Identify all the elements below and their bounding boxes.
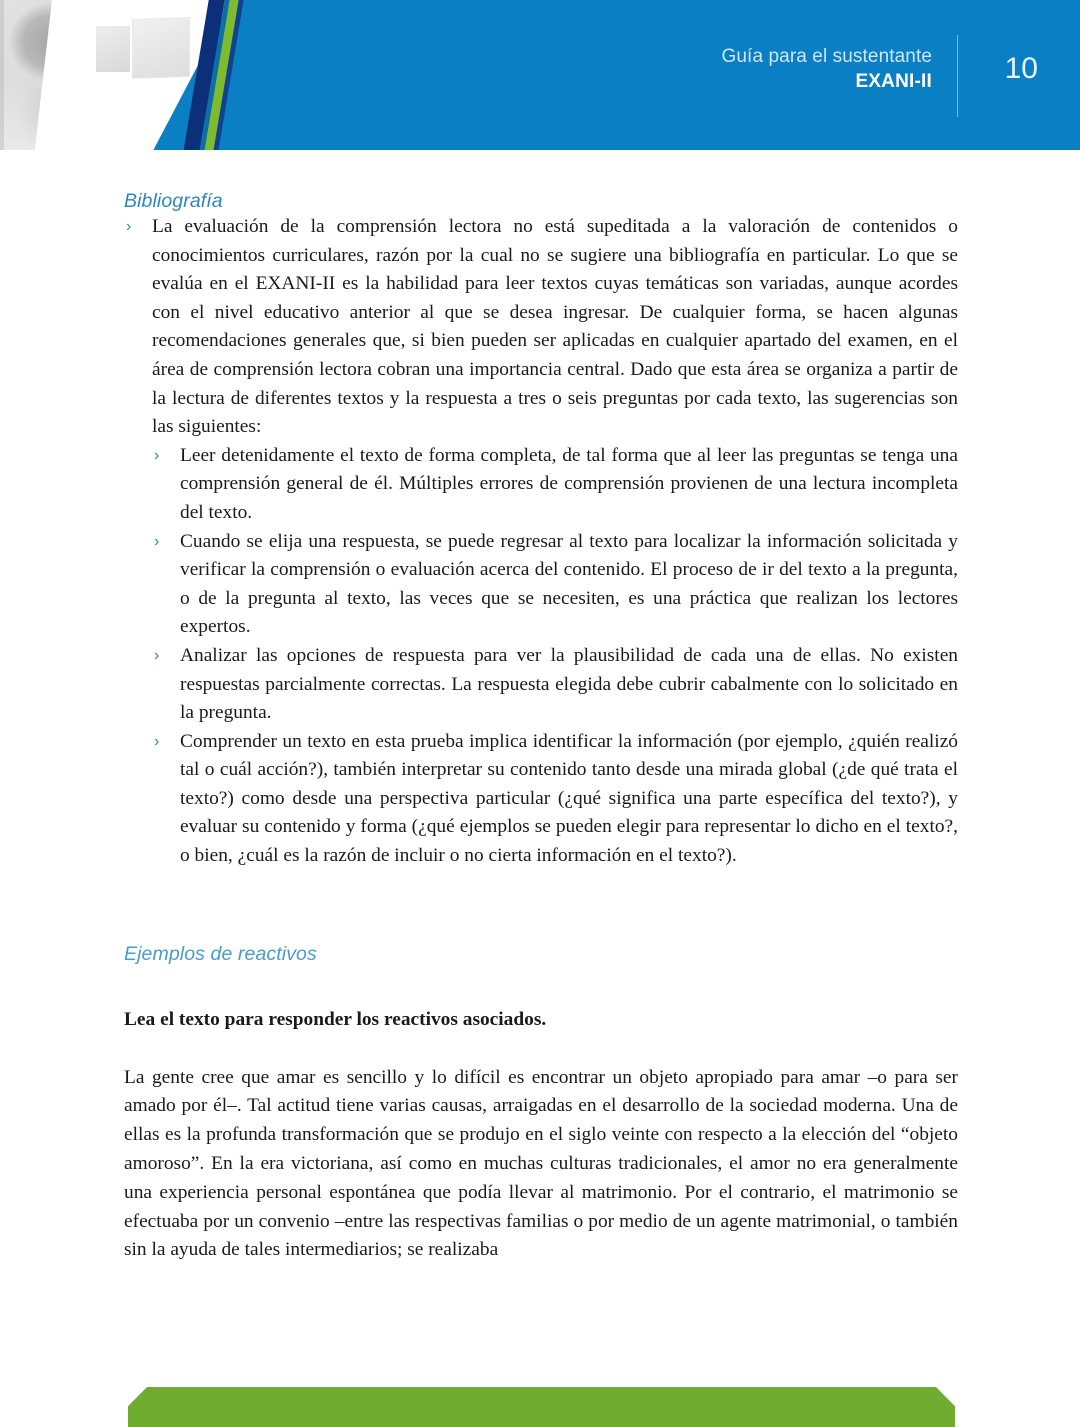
suggestions-bullet-list — [152, 442, 958, 871]
list-item — [152, 528, 958, 642]
reading-instruction: Lea el texto para responder los reactivos asociados. — [124, 1008, 547, 1030]
page-number: 10 — [1004, 52, 1038, 85]
header-exam-label: EXANI-II — [855, 71, 932, 93]
suggestion-text: Leer detenidamente el texto de forma completa, de tal forma que al leer las preguntas se tenga una comprensión general de él. Múltiples errores de comprensión provienen de una lectura incompleta del texto. — [180, 444, 958, 523]
suggestion-text: Analizar las opciones de respuesta para ver la plausibilidad de cada una de ellas. No existen respuestas parcialmente correctas. La respuesta elegida debe cubrir cabalmente con lo solicitado en la pregunta. — [180, 644, 958, 724]
header-divider-rule — [957, 35, 958, 117]
section-heading-ejemplos-de-reactivos: Ejemplos de reactivos — [124, 942, 317, 965]
chevron-right-icon: › — [126, 218, 132, 235]
list-item — [152, 642, 958, 728]
page-content — [124, 190, 958, 1265]
bibliografia-intro-text: La evaluación de la comprensión lectora no está supeditada a la valoración de contenidos o conocimientos curriculares, razón por la cual no se sugiere una bibliografía en particular. Lo que se evalúa en el EXANI-II es la habilidad para leer textos cuyas temáticas son variadas, aunque acordes con el nivel educativo anterior al que se desea ingresar. De cualquier forma, se hacen algunas recomendaciones generales que, si bien pueden ser aplicadas en cualquier apartado del examen, en el área de comprensión lectora cobran una importancia central. Dado que esta área se organiza a partir de la lectura de diferentes textos y la respuesta a tres o seis preguntas por cada texto, las sugerencias son las siguientes: — [152, 216, 958, 438]
suggestion-text: Cuando se elija una respuesta, se puede regresar al texto para localizar la información solicitada y verificar la comprensión o evaluación acerca del contenido. El proceso de ir del texto a la pregunta, o de la pregunta al texto, las veces que se necesiten, es una práctica que realizan los lectores expertos. — [180, 530, 958, 638]
chevron-right-icon: › — [154, 446, 160, 464]
section-heading-bibliografia: Bibliografía — [124, 190, 223, 212]
header-guide-label: Guía para el sustentante — [721, 46, 932, 67]
chevron-right-icon: › — [154, 646, 160, 664]
page-header-banner — [0, 0, 1080, 150]
footer-green-callout-box — [128, 1387, 955, 1427]
chevron-right-icon: › — [154, 532, 160, 550]
bibliografia-bullet-list — [124, 213, 958, 871]
chevron-right-icon: › — [154, 732, 160, 750]
header-title-block — [722, 44, 932, 94]
list-item — [124, 213, 958, 871]
list-item — [152, 442, 958, 528]
suggestion-text: Comprender un texto en esta prueba implica identificar la información (por ejemplo, ¿quién realizó tal o cuál acción?), también interpretar su contenido tanto desde una mirada global (¿de qué trata el texto?) como desde una perspectiva particular (¿qué significa una parte específica del texto?), y evaluar su contenido y forma (¿qué ejemplos se pueden elegir para representar lo dicho en el texto?, o bien, ¿cuál es la razón de incluir o no cierta información en el texto?). — [180, 730, 958, 867]
list-item — [152, 728, 958, 871]
reading-passage-text: La gente cree que amar es sencillo y lo difícil es encontrar un objeto apropiado para amar –o para ser amado por él–. Tal actitud tiene varias causas, arraigadas en el desarrollo de la sociedad moderna. Una de ellas es la profunda transformación que se produjo en el siglo veinte con respecto a la elección del “objeto amoroso”. En la era victoriana, así como en muchas culturas tradicionales, el amor no era generalmente una experiencia personal espontánea que podía llevar al matrimonio. Por el contrario, el matrimonio se efectuaba por un convenio –entre las respectivas familias o por medio de un agente matrimonial, o también sin la ayuda de tales intermediarios; se realizaba — [124, 1066, 958, 1261]
